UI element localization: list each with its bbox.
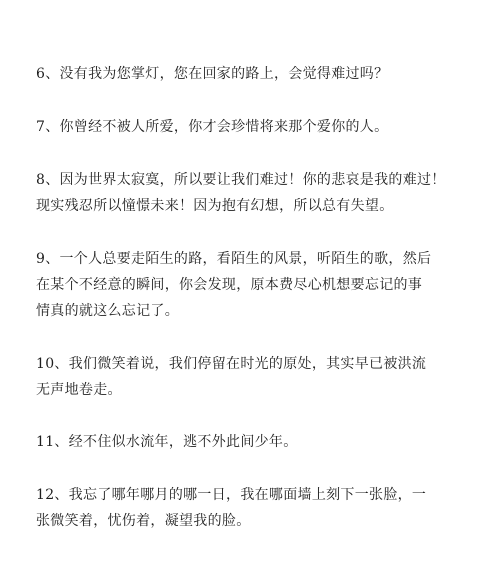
quote-paragraph-10 [36, 351, 472, 403]
text-line: 9、一个人总要走陌生的路，看陌生的风景，听陌生的歌，然后 [36, 251, 432, 267]
quote-paragraph-8 [36, 167, 472, 219]
text-line: 6、没有我为您掌灯，您在回家的路上，会觉得难过吗？ [36, 66, 389, 82]
clipped-next-line [36, 556, 456, 566]
quote-paragraph-11 [36, 429, 472, 455]
text-line: 现实残忍所以憧憬未来！因为抱有幻想，所以总有失望。 [36, 198, 394, 214]
text-line: 12、我忘了哪年哪月的哪一日，我在哪面墙上刻下一张脸，一 [36, 487, 427, 503]
quote-paragraph-6 [36, 61, 472, 87]
text-line: 在某个不经意的瞬间，你会发现，原本费尽心机想要忘记的事 [36, 277, 423, 293]
text-line: 10、我们微笑着说，我们停留在时光的原处，其实早已被洪流 [36, 356, 427, 372]
text-line: 8、因为世界太寂寞，所以要让我们难过！你的悲哀是我的难过！ [36, 172, 446, 188]
quote-paragraph-9 [36, 246, 472, 324]
quote-paragraph-7 [36, 114, 472, 140]
text-line: 11、经不住似水流年，逃不外此间少年。 [36, 434, 298, 450]
text-line: 无声地卷走。 [36, 382, 122, 398]
quote-paragraph-12 [36, 482, 472, 534]
text-line: 情真的就这么忘记了。 [36, 303, 179, 319]
text-line: 张微笑着，忧伤着，凝望我的脸。 [36, 513, 251, 529]
text-line: 7、你曾经不被人所爱，你才会珍惜将来那个爱你的人。 [36, 119, 389, 135]
